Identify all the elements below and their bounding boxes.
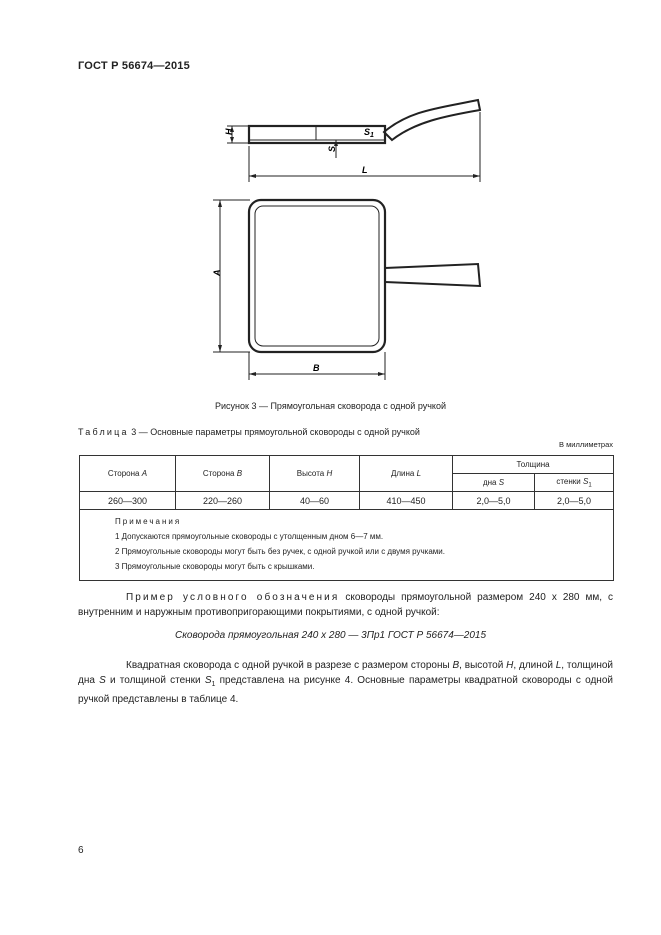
notes-title: Примечания xyxy=(115,517,182,526)
note-item: 3 Прямоугольные сковороды могут быть с крышками. xyxy=(115,562,315,571)
table-title: Таблица 3 — Основные параметры прямоугольной сковороды с одной ручкой xyxy=(78,427,420,437)
header-side-b: Сторона B xyxy=(176,456,270,492)
dim-label-l: L xyxy=(362,165,368,175)
table-cell: 220—260 xyxy=(176,492,270,510)
header-length: Длина L xyxy=(360,456,453,492)
example-paragraph: Пример условного обозначения сковороды прямоугольной размером 240 x 280 мм, с внутренним и наружным противопригорающими покрытиями, с одной ручкой: xyxy=(78,592,613,618)
table-cell: 2,0—5,0 xyxy=(535,492,614,510)
header-bottom: дна S xyxy=(453,474,535,492)
note-item: 1 Допускаются прямоугольные сковороды с утолщенным дном 6—7 мм. xyxy=(115,532,384,541)
note-item: 2 Прямоугольные сковороды могут быть без ручек, с одной ручкой или с двумя ручками. xyxy=(115,547,445,556)
side-view-handle xyxy=(384,100,480,140)
dim-label-a: A xyxy=(212,269,222,276)
dim-label-s: S xyxy=(327,145,337,152)
top-view-body xyxy=(249,200,385,352)
dim-label-b: B xyxy=(313,363,320,373)
designation-example: Сковорода прямоугольная 240 x 280 — 3Пр1 ГОСТ Р 56674—2015 xyxy=(174,630,487,641)
body-paragraph: Квадратная сковорода с одной ручкой в разрезе с размером стороны B, высотой H, длиной L, толщиной дна S и толщиной стенки $S_1$ представлена на рисунке 4. Основные параметры квадратной сковороды с одной ручкой представлены в таблице 4. xyxy=(78,660,613,705)
header-height: Высота H xyxy=(270,456,360,492)
table-cell: 40—60 xyxy=(270,492,360,510)
pan-drawing xyxy=(0,0,661,395)
table-cell: 2,0—5,0 xyxy=(453,492,535,510)
table-cell: 410—450 xyxy=(360,492,453,510)
dim-label-h: H xyxy=(224,128,234,135)
header-side-a: Сторона A xyxy=(80,456,176,492)
standard-header: ГОСТ Р 56674—2015 xyxy=(78,60,190,72)
parameters-table xyxy=(79,455,614,581)
dim-label-s1: $S_1$ xyxy=(364,127,374,139)
top-view-handle xyxy=(385,264,480,286)
page-number: 6 xyxy=(78,845,84,856)
table-cell: 260—300 xyxy=(80,492,176,510)
table-notes xyxy=(80,510,614,581)
top-view-inner xyxy=(255,206,379,346)
header-thickness: Толщина xyxy=(453,456,614,474)
table-units: В миллиметрах xyxy=(559,440,613,449)
figure-caption: Рисунок 3 — Прямоугольная сковорода с одной ручкой xyxy=(215,401,446,411)
header-wall: стенки $S_1$ xyxy=(535,474,614,492)
